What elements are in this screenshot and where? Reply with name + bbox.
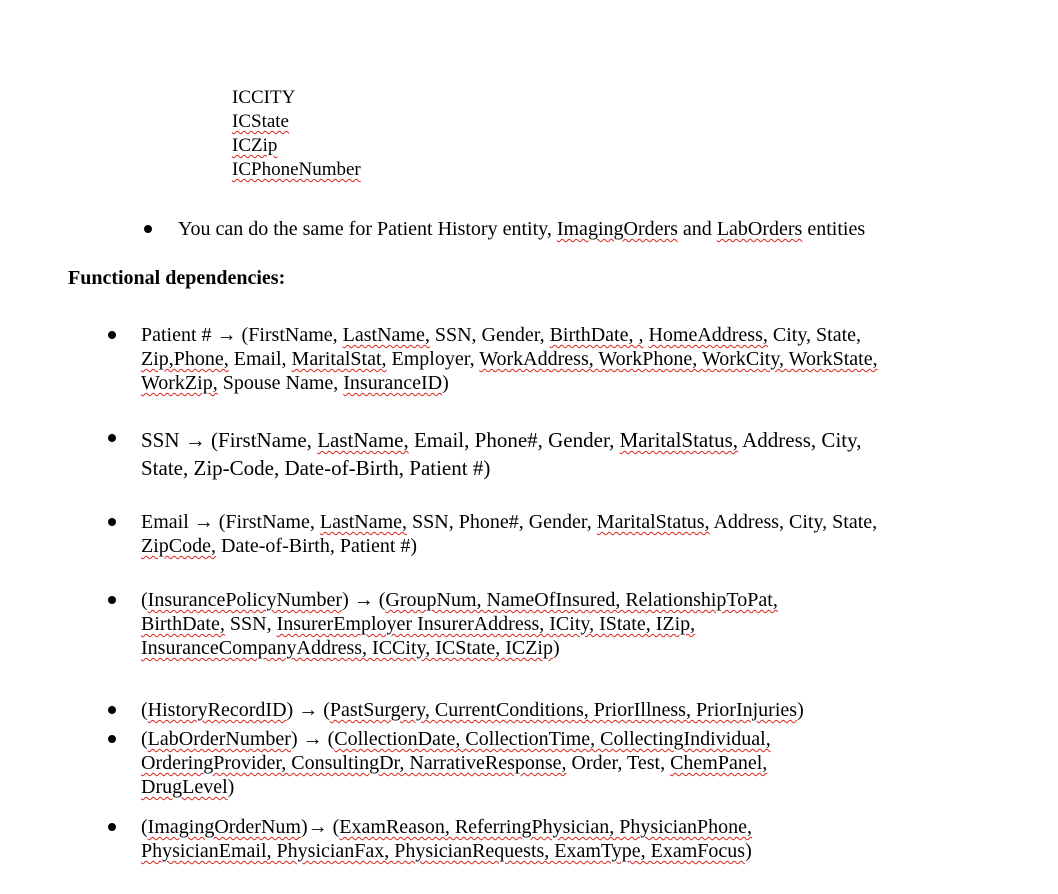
text-run: Date-of-Birth, Patient #) [216, 535, 418, 557]
bullet-dot [144, 225, 152, 233]
text-run: )→ ( [300, 816, 340, 838]
text-run: MaritalStatus, [619, 428, 739, 452]
section-heading: Functional dependencies: [68, 267, 286, 289]
fd-email [141, 510, 877, 558]
text-run: SSN, Gender, [429, 324, 550, 346]
text-run: ZipCode, [141, 535, 216, 557]
text-run: PastSurgery, CurrentConditions, PriorIllness, PriorInjuries [329, 699, 798, 721]
fd-line [141, 612, 778, 636]
fd-line [141, 775, 771, 799]
text-run: BirthDate, , [549, 324, 644, 346]
fd-line [141, 636, 778, 660]
fd-imaging-order [141, 815, 752, 863]
fd-line [141, 815, 752, 839]
fd-line [141, 751, 771, 775]
bullet-dot [108, 706, 116, 714]
bullet-dot [108, 823, 116, 831]
fd-line [141, 323, 878, 347]
text-run: BirthDate, [141, 613, 225, 635]
text-run: ChemPanel, [670, 752, 768, 774]
text-run: InsuranceCompanyAddress, ICCity, ICState, ICZip [141, 637, 553, 659]
text-run: MaritalStatus, [596, 511, 710, 533]
note-paragraph [178, 217, 865, 241]
text-run: MaritalStat, [291, 348, 387, 370]
text-run: ( [141, 699, 148, 721]
bullet-dot [108, 596, 116, 604]
text-run: ) [227, 776, 235, 798]
bullet-dot [108, 331, 116, 339]
text-run: Email, Phone#, Gender, [408, 428, 620, 452]
fd-lab-order [141, 727, 771, 799]
text-run: Address, City, State, [709, 511, 878, 533]
text-run: LastName, [319, 511, 408, 533]
text-run: HistoryRecordID [147, 699, 287, 721]
fd-line [141, 510, 877, 534]
bullet-dot [108, 518, 116, 526]
text-run: Zip,Phone, [141, 348, 229, 370]
text-run: and [677, 218, 717, 240]
text-run: ) [442, 372, 449, 394]
text-run: Email, [228, 348, 292, 370]
text-run: OrderingProvider, ConsultingDr, NarrativeResponse, [141, 752, 567, 774]
text-run: InsurerEmployer InsurerAddress, ICity, IState, IZip, [276, 613, 696, 635]
text-run: ( [141, 589, 148, 611]
fd-line [141, 534, 877, 558]
fd-line: State, Zip-Code, Date-of-Birth, Patient #) [141, 456, 491, 480]
text-run: CollectionDate, CollectionTime, CollectingIndividual, [334, 728, 771, 750]
text-run: ) → ( [290, 728, 335, 750]
text-run: Spouse Name, [217, 372, 344, 394]
text-run: WorkAddress, WorkPhone, WorkCity, WorkState, [479, 348, 878, 370]
field-icstate: ICState [232, 111, 289, 132]
text-run: ) [797, 699, 804, 721]
text-run: ImagingOrders [556, 218, 678, 240]
text-run: InsurancePolicyNumber [147, 589, 343, 611]
text-run: WorkZip, [141, 372, 218, 394]
text-run: entities [802, 218, 866, 240]
fd-patient-number [141, 323, 878, 395]
text-run: City, State, [767, 324, 862, 346]
text-run: ImagingOrderNum [147, 816, 301, 838]
field-iccity: ICCITY [232, 87, 296, 108]
fd-line [141, 426, 862, 454]
text-run: Order, Test, [566, 752, 671, 774]
field-iczip: ICZip [232, 135, 278, 156]
text-run: ) → ( [342, 589, 386, 611]
text-run: GroupNum, NameOfInsured, RelationshipToPat, [385, 589, 778, 611]
text-run: InsuranceID [343, 372, 443, 394]
fd-line [141, 588, 778, 612]
text-run: ) [552, 637, 560, 659]
text-run: SSN, Phone#, Gender, [407, 511, 597, 533]
text-run: ( [141, 816, 148, 838]
text-run: Employer, [386, 348, 480, 370]
text-run: LabOrderNumber [147, 728, 291, 750]
fd-insurance-policy [141, 588, 778, 660]
text-run: HomeAddress, [648, 324, 768, 346]
bullet-dot [108, 735, 116, 743]
text-run: Email → (FirstName, [141, 511, 320, 533]
text-run: ) [745, 840, 752, 862]
text-run: SSN → (FirstName, [141, 428, 318, 452]
text-run: LastName, [342, 324, 430, 346]
text-run: Patient # → (FirstName, [141, 324, 343, 346]
text-run: PhysicianEmail, PhysicianFax, PhysicianRequests, ExamType, ExamFocus [141, 840, 746, 862]
fd-ssn [141, 426, 862, 482]
fd-line [141, 727, 771, 751]
text-run: SSN, [224, 613, 277, 635]
text-run: ( [141, 728, 148, 750]
text-run: LabOrders [716, 218, 803, 240]
fd-line [141, 371, 878, 395]
field-icphonenumber: ICPhoneNumber [232, 159, 361, 180]
text-run: DrugLevel [141, 776, 228, 798]
bullet-dot [108, 434, 116, 442]
text-run: You can do the same for Patient History entity, [178, 218, 557, 240]
text-run: LastName, [317, 428, 409, 452]
fd-line [141, 347, 878, 371]
text-run: ) → ( [286, 699, 330, 721]
text-run: ExamReason, ReferringPhysician, PhysicianPhone, [339, 816, 753, 838]
insurance-field-list [232, 86, 361, 182]
text-run: Address, City, [738, 428, 862, 452]
fd-line [141, 839, 752, 863]
fd-history-record [141, 698, 804, 722]
